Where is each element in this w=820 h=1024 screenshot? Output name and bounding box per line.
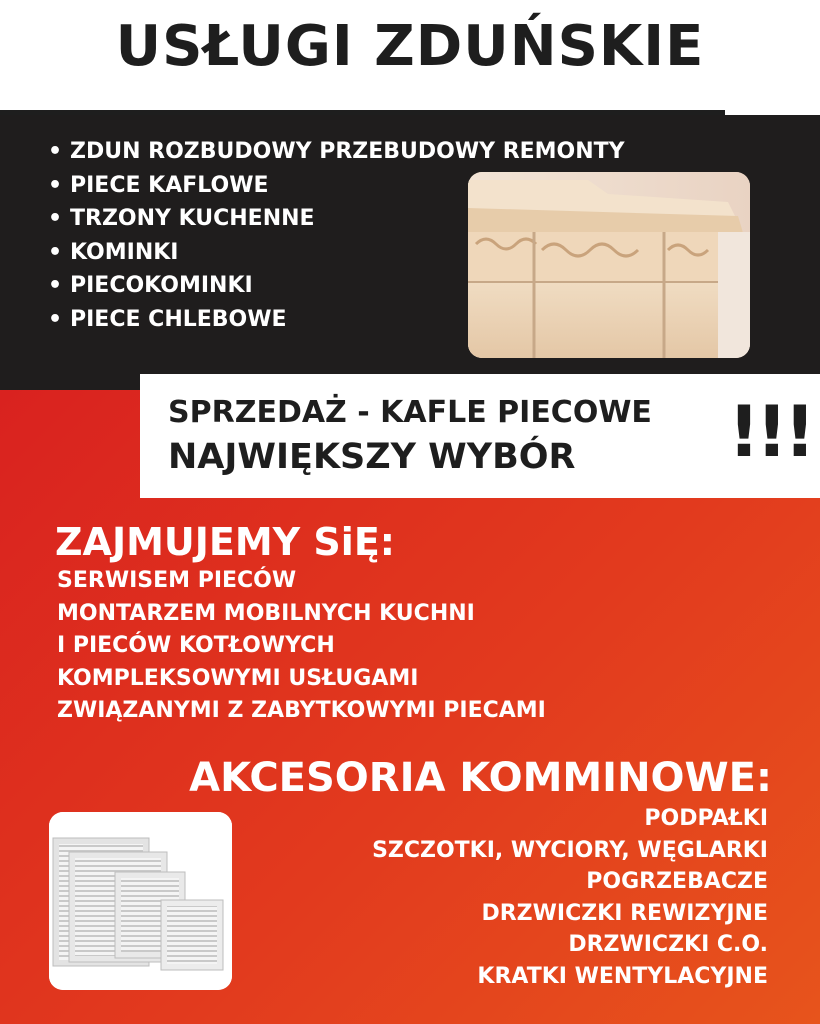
service-label: PIECE CHLEBOWE — [70, 306, 287, 332]
service-label: PIECE KAFLOWE — [70, 172, 269, 198]
list-item: I PIECÓW KOTŁOWYCH — [57, 633, 335, 659]
list-item: DRZWICZKI C.O. — [568, 932, 768, 957]
bullet-icon: • — [48, 172, 63, 198]
sale-line-2: NAJWIĘKSZY WYBÓR — [168, 437, 576, 477]
bullet-icon: • — [48, 239, 63, 265]
akcesoria-list — [372, 803, 768, 992]
list-item: SERWISEM PIECÓW — [57, 568, 297, 593]
zajmujemy-list — [57, 565, 546, 728]
service-label: TRZONY KUCHENNE — [70, 206, 315, 231]
sale-line-1: SPRZEDAŻ - KAFLE PIECOWE — [168, 395, 652, 430]
bullet-icon: • — [48, 273, 63, 298]
bullet-icon: • — [48, 139, 63, 164]
service-label: KOMINKI — [70, 239, 179, 265]
list-item: SZCZOTKI, WYCIORY, WĘGLARKI — [372, 837, 768, 863]
akcesoria-heading: AKCESORIA KOMMINOWE: — [189, 755, 772, 801]
list-item — [48, 135, 625, 169]
sale-banner — [140, 374, 820, 498]
list-item: KRATKI WENTYLACYJNE — [477, 963, 768, 989]
list-item: MONTARZEM MOBILNYCH KUCHNI — [57, 600, 475, 626]
list-item: POGRZEBACZE — [586, 869, 768, 894]
stove-tile-photo — [468, 172, 750, 358]
bullet-icon: • — [48, 206, 63, 231]
zajmujemy-heading: ZAJMUJEMY SiĘ: — [55, 520, 395, 564]
list-item: PODPAŁKI — [644, 806, 768, 831]
list-item: DRZWICZKI REWIZYJNE — [481, 900, 768, 926]
service-label: PIECOKOMINKI — [70, 273, 253, 298]
exclamation-marks: !!! — [728, 391, 812, 473]
service-label: ZDUN ROZBUDOWY PRZEBUDOWY REMONTY — [70, 139, 625, 164]
ventilation-grills-photo — [49, 812, 232, 990]
bullet-icon: • — [48, 306, 63, 332]
list-item: KOMPLEKSOWYMI USŁUGAMI — [57, 665, 419, 691]
list-item: ZWIĄZANYMI Z ZABYTKOWYMI PIECAMI — [57, 698, 546, 724]
page-title: USŁUGI ZDUŃSKIE — [115, 14, 705, 79]
